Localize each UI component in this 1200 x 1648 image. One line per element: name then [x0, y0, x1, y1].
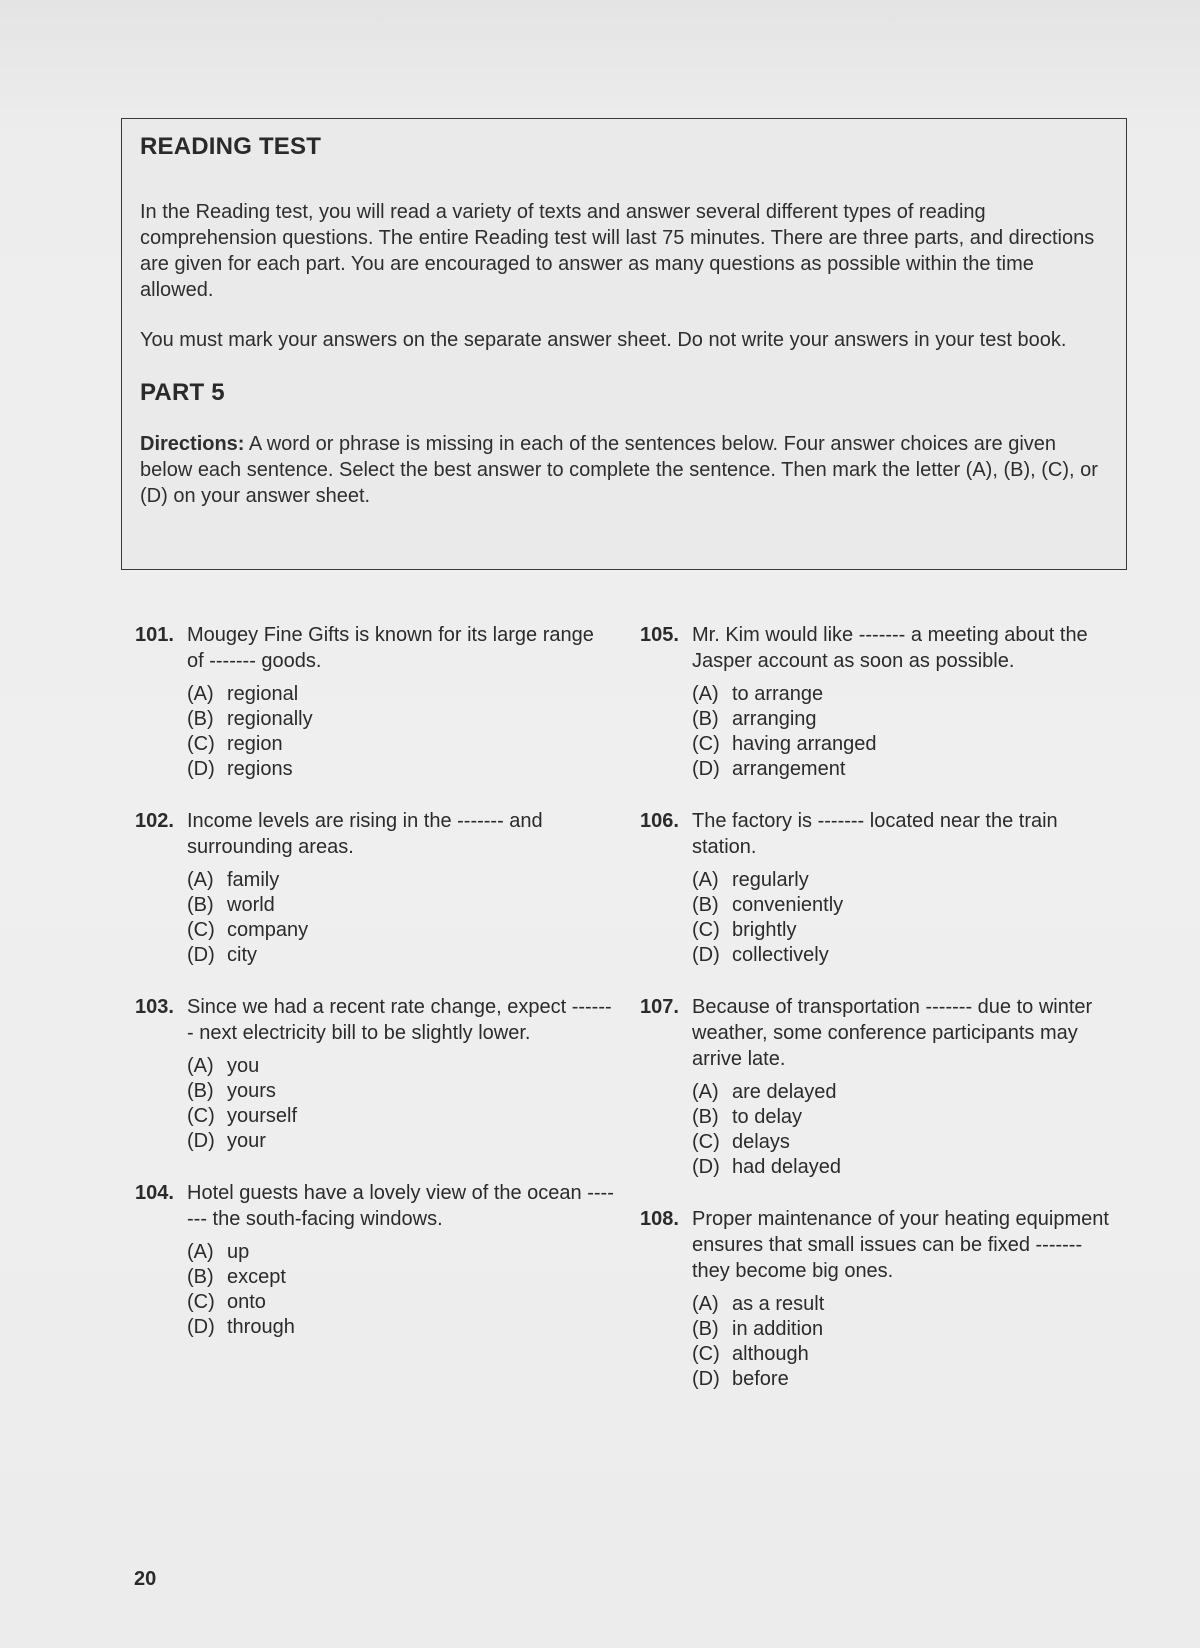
option-letter: (D) [692, 944, 720, 966]
option-letter: (B) [692, 894, 719, 916]
answer-sheet-instruction: You must mark your answers on the separate answer sheet. Do not write your answers in your test book. [140, 329, 1067, 351]
option-letter: (D) [692, 1156, 720, 1178]
option-text: region [227, 733, 283, 755]
option-letter: (A) [187, 869, 214, 891]
option-text: up [227, 1241, 250, 1263]
answer-option [692, 1105, 1120, 1130]
question-text: Proper maintenance of your heating equipment ensures that small issues can be fixed ------- they become big ones. [692, 1208, 1109, 1282]
option-letter: (C) [692, 733, 720, 755]
question-number: 107. [640, 996, 679, 1018]
answer-option [692, 868, 1120, 893]
option-letter: (C) [187, 1291, 215, 1313]
answer-option [692, 707, 1120, 732]
option-letter: (C) [692, 1343, 720, 1365]
option-text: world [227, 894, 275, 916]
answer-option [187, 1104, 615, 1129]
option-text: your [227, 1130, 266, 1152]
question-107 [640, 994, 1120, 1180]
question-102 [135, 808, 615, 968]
option-text: yourself [227, 1105, 298, 1127]
option-letter: (B) [692, 708, 719, 730]
option-text: arranging [732, 708, 817, 730]
answer-option [187, 732, 615, 757]
option-text: to delay [732, 1106, 803, 1128]
option-text: except [227, 1266, 286, 1288]
question-text: Because of transportation ------- due to winter weather, some conference participants may arrive late. [692, 996, 1093, 1070]
page-number: 20 [134, 1568, 157, 1590]
answer-option [187, 893, 615, 918]
option-text: yours [227, 1080, 276, 1102]
question-text: Hotel guests have a lovely view of the ocean ------- the south-facing windows. [187, 1182, 614, 1230]
answer-option [187, 1079, 615, 1104]
question-text: The factory is ------- located near the train station. [692, 810, 1058, 858]
question-number: 105. [640, 624, 679, 646]
option-letter: (A) [692, 683, 719, 705]
answer-option [187, 682, 615, 707]
option-letter: (B) [692, 1318, 719, 1340]
question-number: 106. [640, 810, 679, 832]
option-text: had delayed [732, 1156, 841, 1178]
questions-left-column [135, 622, 615, 1366]
answer-option [187, 1265, 615, 1290]
answer-option [187, 918, 615, 943]
option-letter: (C) [187, 733, 215, 755]
option-letter: (D) [187, 944, 215, 966]
question-103 [135, 994, 615, 1154]
answer-option [187, 868, 615, 893]
answer-option [187, 757, 615, 782]
answer-option [692, 1130, 1120, 1155]
option-text: you [227, 1055, 260, 1077]
question-105 [640, 622, 1120, 782]
reading-test-description: In the Reading test, you will read a variety of texts and answer several different types of reading comprehension questions. The entire Reading test will last 75 minutes. There are three parts, and directions are given for each part. You are encouraged to answer as many questions as possible within the time allowed. [140, 201, 1095, 301]
option-text: delays [732, 1131, 790, 1153]
option-text: family [227, 869, 280, 891]
question-number: 103. [135, 996, 174, 1018]
directions-text: A word or phrase is missing in each of the sentences below. Four answer choices are given below each sentence. Select the best answer to complete the sentence. Then mark the letter (A), (B), (C), or (D) on your answer sheet. [140, 433, 1098, 507]
question-106 [640, 808, 1120, 968]
option-letter: (A) [692, 869, 719, 891]
answer-option [692, 732, 1120, 757]
option-text: through [227, 1316, 295, 1338]
question-101 [135, 622, 615, 782]
question-text: Mougey Fine Gifts is known for its large range of ------- goods. [187, 624, 594, 672]
option-text: to arrange [732, 683, 824, 705]
part-heading: PART 5 [140, 379, 225, 406]
question-text: Income levels are rising in the ------- and surrounding areas. [187, 810, 543, 858]
option-letter: (B) [187, 1266, 214, 1288]
answer-option [187, 1315, 615, 1340]
option-letter: (D) [187, 758, 215, 780]
option-letter: (C) [692, 1131, 720, 1153]
question-number: 102. [135, 810, 174, 832]
question-number: 101. [135, 624, 174, 646]
option-text: brightly [732, 919, 797, 941]
option-text: collectively [732, 944, 829, 966]
answer-option [692, 1155, 1120, 1180]
option-letter: (D) [187, 1130, 215, 1152]
answer-option [692, 1292, 1120, 1317]
directions-paragraph [140, 431, 1108, 509]
answer-option [692, 1342, 1120, 1367]
instructions-box [121, 118, 1127, 570]
answer-option [692, 1080, 1120, 1105]
option-letter: (D) [692, 758, 720, 780]
option-letter: (A) [187, 1055, 214, 1077]
option-text: having arranged [732, 733, 877, 755]
answer-option [692, 943, 1120, 968]
option-letter: (D) [187, 1316, 215, 1338]
option-text: before [732, 1368, 789, 1390]
option-text: regionally [227, 708, 313, 730]
option-letter: (A) [187, 1241, 214, 1263]
option-letter: (C) [692, 919, 720, 941]
answer-option [692, 893, 1120, 918]
option-letter: (B) [187, 1080, 214, 1102]
option-letter: (B) [692, 1106, 719, 1128]
option-text: although [732, 1343, 809, 1365]
option-letter: (A) [692, 1293, 719, 1315]
option-letter: (C) [187, 1105, 215, 1127]
option-text: city [227, 944, 257, 966]
answer-option [187, 1129, 615, 1154]
question-104 [135, 1180, 615, 1340]
option-text: regularly [732, 869, 809, 891]
option-letter: (B) [187, 708, 214, 730]
option-letter: (B) [187, 894, 214, 916]
question-number: 104. [135, 1182, 174, 1204]
question-text: Since we had a recent rate change, expect ------- next electricity bill to be slightly lower. [187, 996, 612, 1044]
answer-option [692, 1317, 1120, 1342]
option-text: arrangement [732, 758, 846, 780]
question-number: 108. [640, 1208, 679, 1230]
answer-option [692, 757, 1120, 782]
option-letter: (A) [187, 683, 214, 705]
option-text: are delayed [732, 1081, 837, 1103]
option-text: conveniently [732, 894, 844, 916]
reading-test-heading: READING TEST [140, 133, 322, 160]
answer-option [187, 1290, 615, 1315]
option-text: in addition [732, 1318, 824, 1340]
option-text: as a result [732, 1293, 825, 1315]
answer-option [187, 1240, 615, 1265]
option-letter: (C) [187, 919, 215, 941]
answer-option [187, 707, 615, 732]
answer-option [692, 682, 1120, 707]
option-text: regional [227, 683, 299, 705]
answer-option [187, 943, 615, 968]
directions-label: Directions: [140, 433, 245, 455]
answer-option [187, 1054, 615, 1079]
question-108 [640, 1206, 1120, 1392]
option-text: company [227, 919, 309, 941]
option-letter: (A) [692, 1081, 719, 1103]
answer-option [692, 918, 1120, 943]
answer-option [692, 1367, 1120, 1392]
option-letter: (D) [692, 1368, 720, 1390]
question-text: Mr. Kim would like ------- a meeting about the Jasper account as soon as possible. [692, 624, 1088, 672]
questions-right-column [640, 622, 1120, 1418]
option-text: regions [227, 758, 293, 780]
option-text: onto [227, 1291, 266, 1313]
